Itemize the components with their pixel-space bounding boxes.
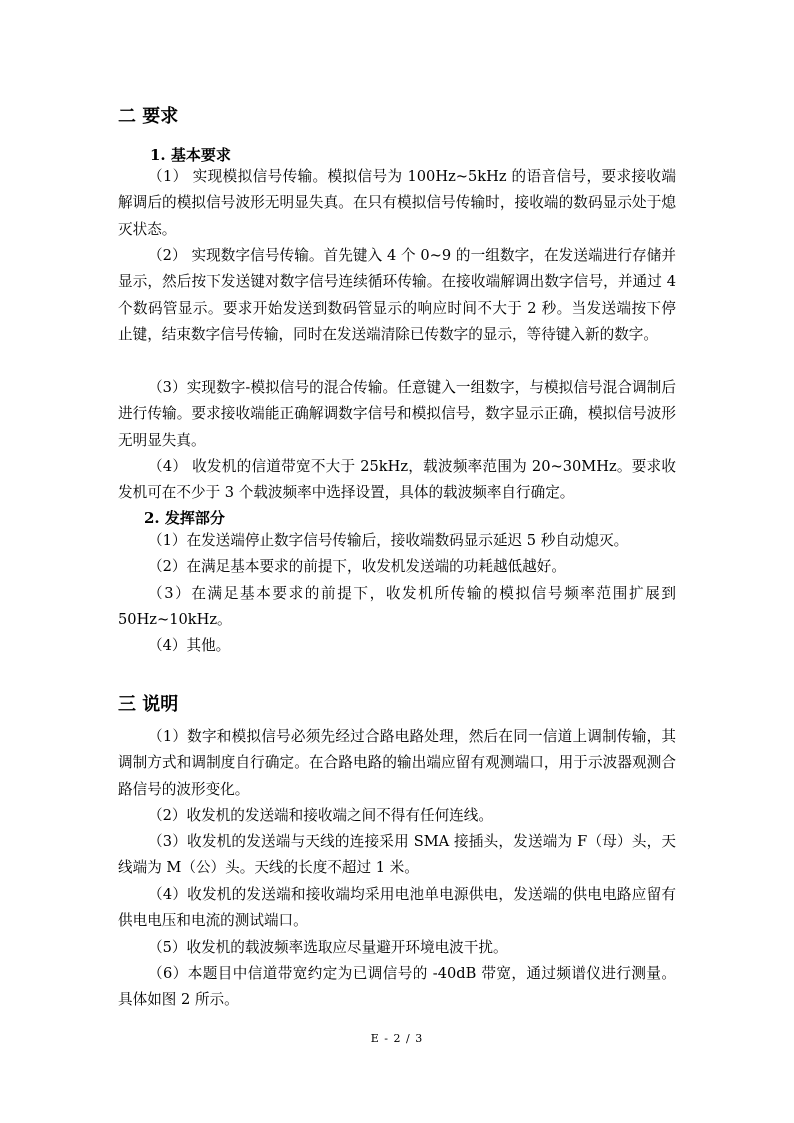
requirement-item: （4） 收发机的信道带宽不大于 25kHz，载波频率范围为 20~30MHz。要求收发机可在不少于 3 个载波频率中选择设置，具体的载波频率自行确定。 [118, 458, 676, 502]
subheading-extended-part: 2. 发挥部分 [144, 509, 225, 527]
note-item: （2）收发机的发送端和接收端之间不得有任何连线。 [148, 807, 493, 824]
extended-item: （1）在发送端停止数字信号传输后，接收端数码显示延迟 5 秒自动熄灭。 [148, 532, 629, 549]
page-number: E - 2 / 3 [370, 1032, 424, 1045]
section-heading-notes: 三 说明 [118, 694, 179, 715]
extended-item: （2）在满足基本要求的前提下，收发机发送端的功耗越低越好。 [148, 558, 566, 575]
note-item: （6）本题目中信道带宽约定为已调信号的 -40dB 带宽，通过频谱仪进行测量。具体如图 2 所示。 [118, 965, 676, 1009]
requirement-item: （3）实现数字-模拟信号的混合传输。任意键入一组数字，与模拟信号混合调制后进行传输。要求接收端能正确解调数字信号和模拟信号，数字显示正确，模拟信号波形无明显失真。 [118, 379, 676, 449]
extended-item: （4）其他。 [148, 637, 231, 654]
note-item: （3）收发机的发送端与天线的连接采用 SMA 接插头，发送端为 F（母）头，天线端为 M（公）头。天线的长度不超过 1 米。 [118, 833, 676, 877]
note-item: （1）数字和模拟信号必须先经过合路电路处理，然后在同一信道上调制传输，其调制方式和调制度自行确定。在合路电路的输出端应留有观测端口，用于示波器观测合路信号的波形变化。 [118, 728, 676, 798]
note-item: （4）收发机的发送端和接收端均采用电池单电源供电，发送端的供电电路应留有供电电压和电流的测试端口。 [118, 886, 676, 930]
requirement-item: （2） 实现数字信号传输。首先键入 4 个 0~9 的一组数字，在发送端进行存储并显示，然后按下发送键对数字信号连续循环传输。在接收端解调出数字信号，并通过 4 个数码管显示。要求开始发送到数码管显示的响应时间不大于 2 秒。当发送端按下停止键，结束数字信号传输，同时在发送端清除已传数字的显示，等待键入新的数字。 [118, 247, 676, 344]
requirement-item: （1） 实现模拟信号传输。模拟信号为 100Hz~5kHz 的语音信号，要求接收端解调后的模拟信号波形无明显失真。在只有模拟信号传输时，接收端的数码显示处于熄灭状态。 [118, 168, 676, 238]
subheading-basic-requirements: 1. 基本要求 [150, 146, 231, 164]
note-item: （5）收发机的载波频率选取应尽量避开环境电波干扰。 [148, 939, 508, 956]
section-heading-requirements: 二 要求 [118, 106, 179, 127]
extended-item: （3）在满足基本要求的前提下，收发机所传输的模拟信号频率范围扩展到 50Hz~10kHz。 [118, 585, 676, 629]
